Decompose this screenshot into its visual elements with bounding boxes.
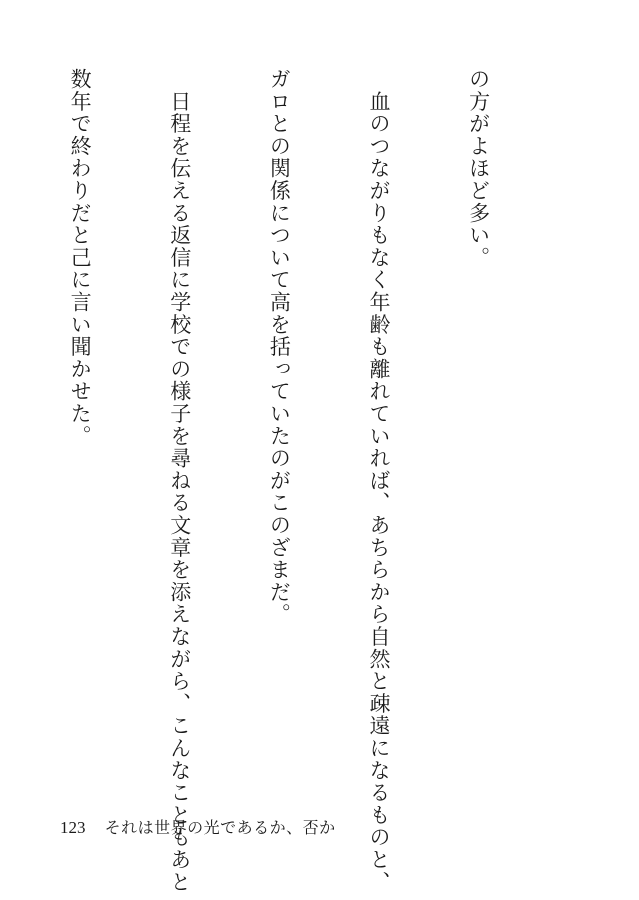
text-line: 血のつながりもなく年齢も離れていれば、あちらから自然と疎遠になるものと、 (366, 68, 391, 894)
text-line: 日程を伝える返信に学校での様子を尋ねる文章を添えながら、こんなこともあと (167, 68, 192, 894)
page-number: 123 (60, 818, 86, 837)
page-footer (60, 815, 336, 838)
text-line: の方がよほど多い。 (466, 68, 491, 269)
running-title: それは世界の光であるか、否か (104, 818, 336, 837)
text-line: ガロとの関係について高を括っていたのがこのざまだ。 (267, 68, 292, 626)
text-line: 数年で終わりだと己に言い聞かせた。 (68, 68, 93, 448)
